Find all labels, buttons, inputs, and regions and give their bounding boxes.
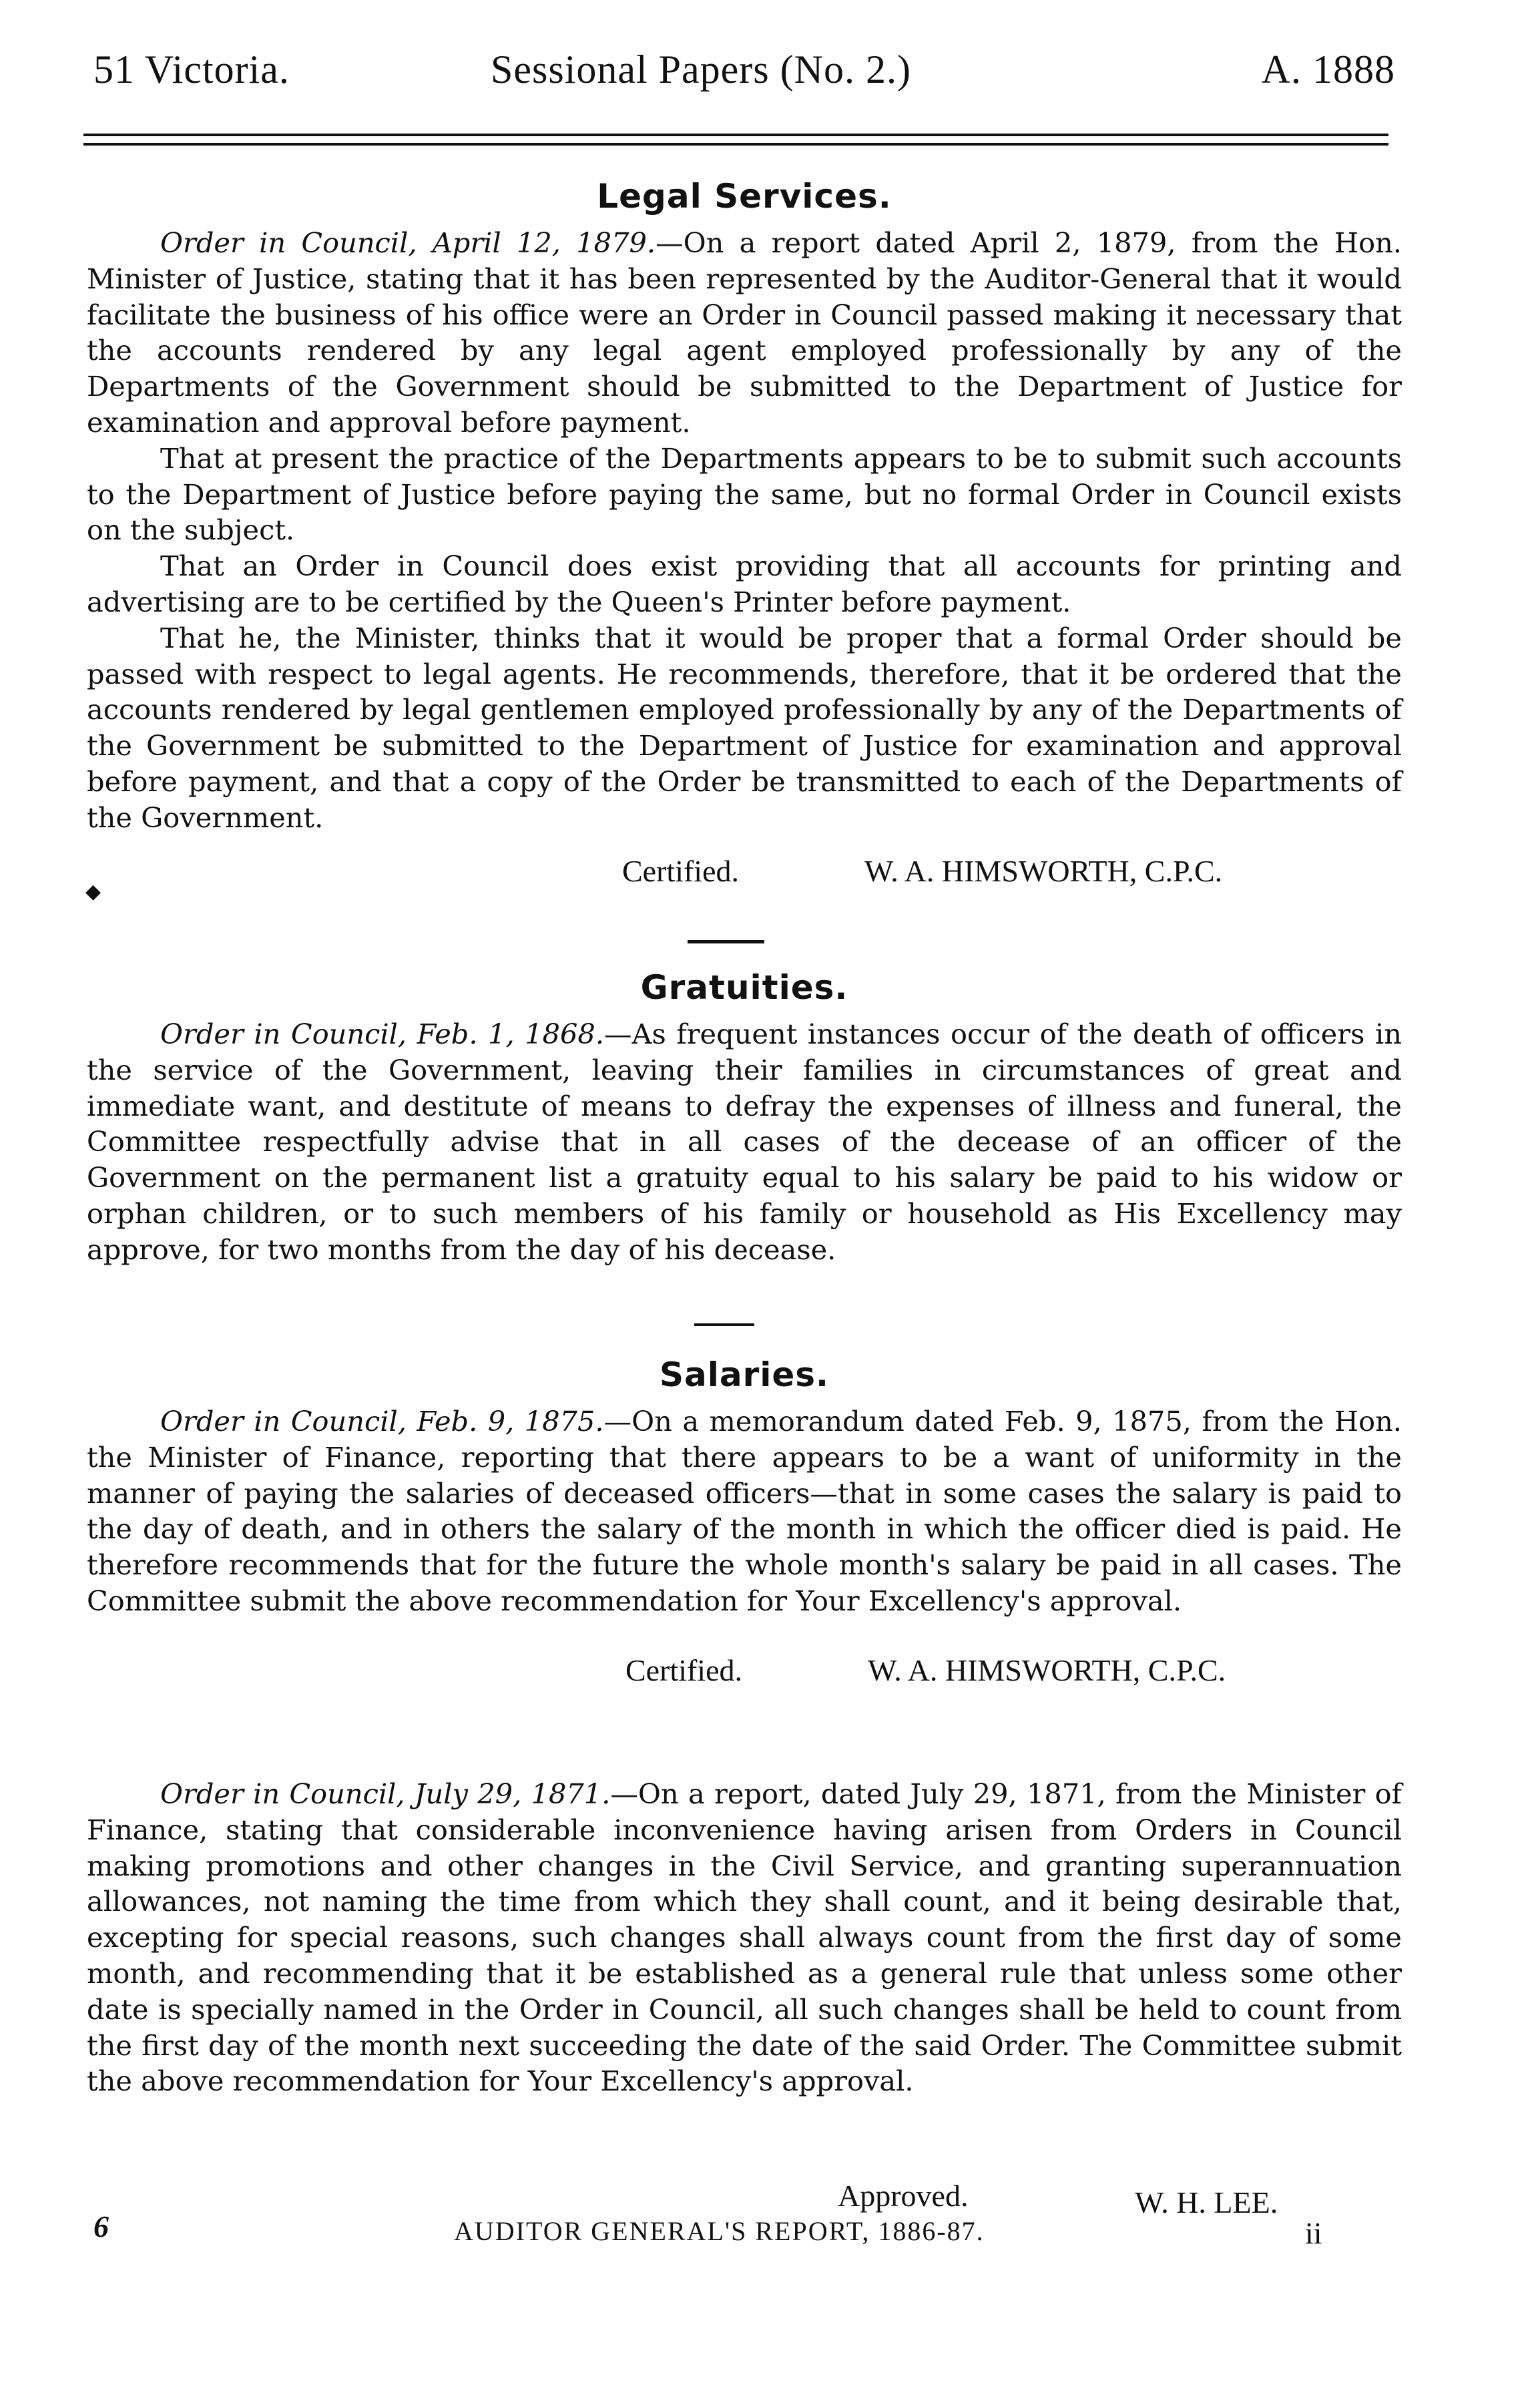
header-rule-bottom [83, 143, 1388, 146]
header-volume: 51 Victoria. [93, 47, 290, 91]
section-divider [688, 940, 764, 943]
approved-label: Approved. [838, 2179, 969, 2213]
paragraph: Order in Council, April 12, 1879.—On a report dated April 2, 1879, from the Hon. Minister of Justice, stating that it has been represented by the Auditor-General that it would facilitate the business of his office were an Order in Council passed making it necessary that the accounts rendered by any legal agent employed professionally by any of the Departments of the Government should be submitted to the Department of Justice for examination and approval before payment. [87, 226, 1402, 439]
order-date: Order in Council, July 29, 1871. [160, 1777, 611, 1810]
order-date: Order in Council, Feb. 1, 1868. [160, 1018, 605, 1050]
header-rule-top [83, 134, 1388, 136]
order-date: Order in Council, Feb. 9, 1875. [160, 1405, 604, 1438]
certifier-name: W. A. HIMSWORTH, C.P.C. [868, 1653, 1226, 1687]
paragraph: That at present the practice of the Departments appears to be to submit such accounts to the Department of Justice before paying the same, but no formal Order in Council exists on the subject. [87, 441, 1402, 547]
paragraph: Order in Council, July 29, 1871.—On a report, dated July 29, 1871, from the Minister of Finance, stating that considerable inconvenience having arisen from Orders in Council making promotions and other changes in the Civil Service, and granting superannuation allowances, not naming the time from which they shall count, and it being desirable that, excepting for special reasons, such changes shall always count from the first day of some month, and recommending that it be established as a general rule that unless some other date is specially named in the Order in Council, all such changes shall be held to count from the first day of the month next succeeding the date of the said Order. The Committee submit the above recommendation for Your Excellency's approval. [87, 1777, 1402, 2098]
header-year: A. 1888 [1261, 47, 1395, 91]
report-title: AUDITOR GENERAL'S REPORT, 1886-87. [454, 2216, 985, 2246]
header-title: Sessional Papers (No. 2.) [491, 47, 911, 91]
roman-page-number: ii [1305, 2216, 1322, 2250]
page-number: 6 [93, 2209, 109, 2243]
page-header [93, 28, 1395, 101]
paragraph: Order in Council, Feb. 1, 1868.—As frequent instances occur of the death of officers in the service of the Government, leaving their families in circumstances of great and immediate want, and destitute of means to defray the expenses of illness and funeral, the Committee respectfully advise that in all cases of the decease of an officer of the Government on the permanent list a gratuity equal to his salary be paid to his widow or orphan children, or to such members of his family or household as His Excellency may approve, for two months from the day of his decease. [87, 1018, 1402, 1266]
paragraph: Order in Council, Feb. 9, 1875.—On a memorandum dated Feb. 9, 1875, from the Hon. the Minister of Finance, reporting that there appears to be a want of uniformity in the manner of paying the salaries of deceased officers—that in some cases the salary is paid to the day of death, and in others the salary of the month in which the officer died is paid. He therefore recommends that for the future the whole month's salary be paid in all cases. The Committee submit the above recommendation for Your Excellency's approval. [87, 1405, 1402, 1617]
section-gratuities [87, 968, 1402, 1268]
approver-name: W. H. LEE. [1135, 2185, 1278, 2219]
section-order-1871 [87, 1776, 1402, 2099]
section-title: Legal Services. [597, 177, 892, 216]
paragraph: That an Order in Council does exist providing that all accounts for printing and advertising are to be certified by the Queen's Printer before payment. [87, 550, 1402, 618]
section-legal-services [87, 177, 1402, 836]
paragraph: That he, the Minister, thinks that it would be proper that a formal Order should be passed with respect to legal agents. He recommends, therefore, that it be ordered that the accounts rendered by legal gentlemen employed professionally by any of the Departments of the Government be submitted to the Department of Justice for examination and approval before payment, and that a copy of the Order be transmitted to each of the Departments of the Government. [87, 621, 1402, 834]
diamond-mark-icon: ◆ [85, 880, 101, 903]
certified-label: Certified. [622, 854, 739, 888]
certified-label: Certified. [625, 1653, 742, 1687]
section-salaries [87, 1355, 1402, 1619]
section-title: Gratuities. [640, 968, 848, 1007]
section-title: Salaries. [659, 1355, 830, 1394]
order-date: Order in Council, April 12, 1879. [160, 226, 656, 259]
certifier-name: W. A. HIMSWORTH, C.P.C. [864, 854, 1223, 888]
section-divider [694, 1323, 754, 1326]
